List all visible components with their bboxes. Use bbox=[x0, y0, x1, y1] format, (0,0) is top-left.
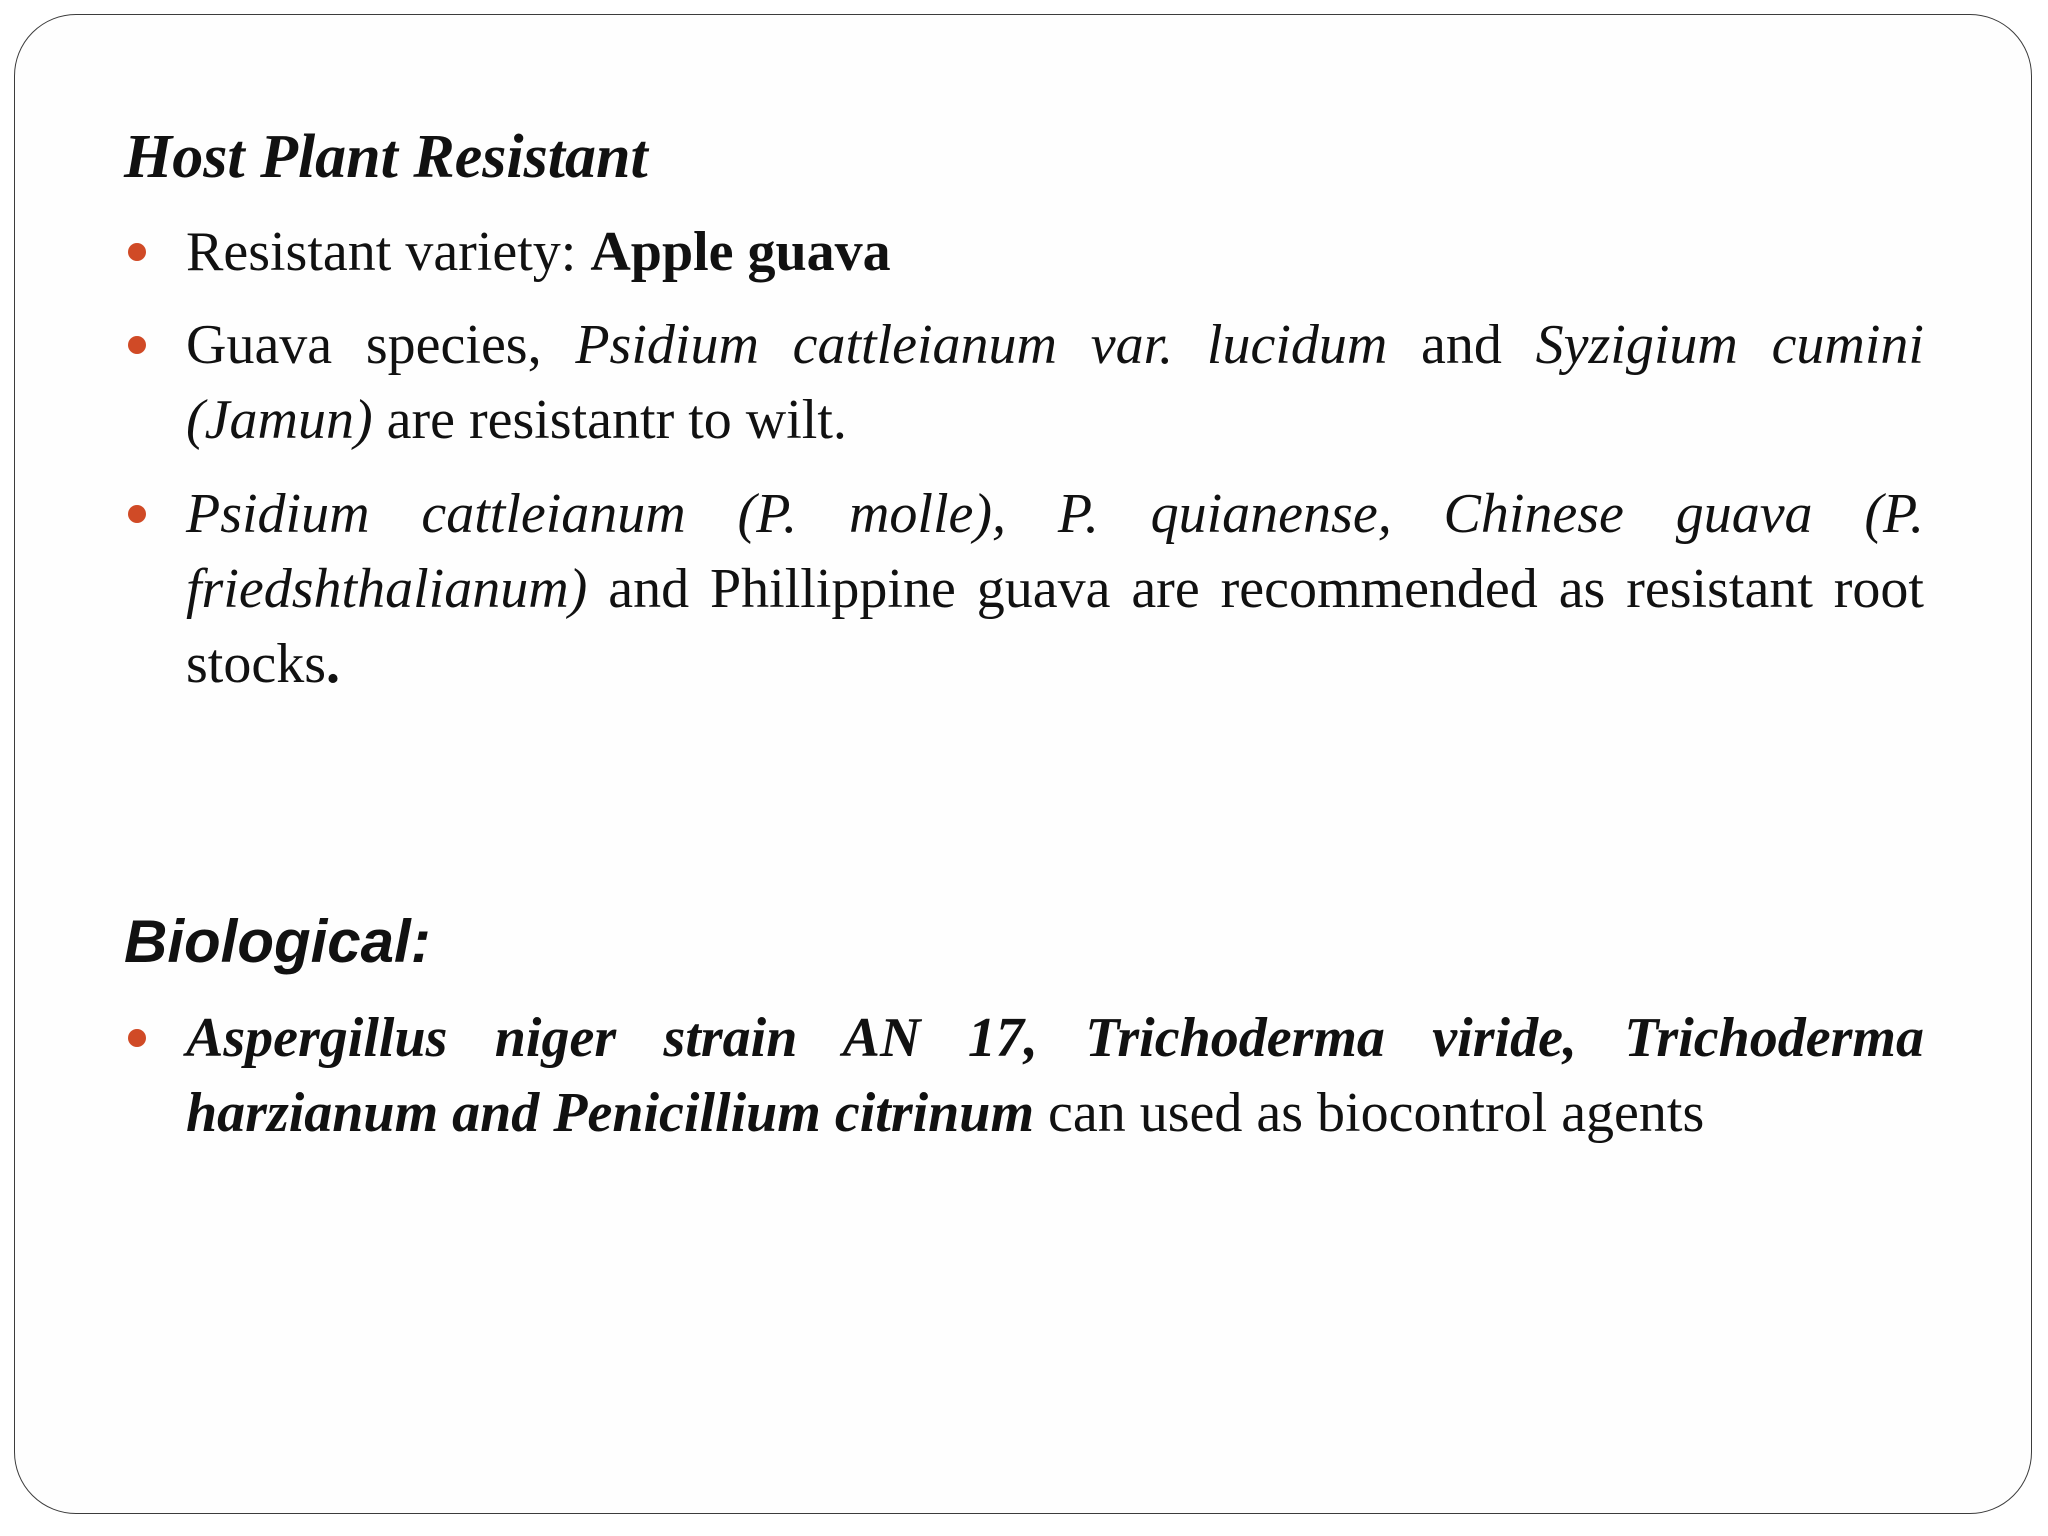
bullet-bold-text: Apple guava bbox=[590, 221, 891, 283]
bullet-text bbox=[186, 477, 1924, 702]
bullet-plain-text: can used as biocontrol agents bbox=[1034, 1082, 1705, 1144]
bullet-text bbox=[186, 1001, 1924, 1151]
bullet-plain-text: Guava species, bbox=[186, 314, 576, 376]
bullet-dot-icon bbox=[128, 243, 146, 261]
bullet-italic-text: Psidium cattleianum (P. molle), P. quianense, Chinese guava (P. friedshthalianum) bbox=[186, 483, 1924, 620]
bullet-dot-icon bbox=[128, 1029, 146, 1047]
bullet-dot-icon bbox=[128, 505, 146, 523]
bullet-bold-text: . bbox=[326, 633, 340, 695]
bullet-dot-icon bbox=[128, 336, 146, 354]
bullet-guava-species bbox=[124, 308, 1924, 458]
bullet-plain-text: are resistantr to wilt. bbox=[372, 389, 847, 451]
bullet-text bbox=[186, 215, 1924, 290]
biological-heading: Biological: bbox=[124, 908, 431, 975]
bullet-biocontrol-agents bbox=[124, 1001, 1924, 1151]
bullet-italic-text: Psidium cattleianum var. lucidum bbox=[575, 314, 1388, 376]
bullet-plain-text: and Phillippine guava are recommended as resistant root stocks bbox=[186, 558, 1924, 695]
bullet-italic-text: Syzigium cumini (Jamun) bbox=[186, 314, 1924, 451]
bullet-bold-italic-text: Aspergillus niger strain AN 17, Trichoderma viride, Trichoderma harzianum and Penicillium citrinum bbox=[186, 1007, 1924, 1144]
bullet-root-stocks bbox=[124, 477, 1924, 702]
bullet-resistant-variety bbox=[124, 215, 1924, 290]
host-plant-resistant-heading: Host Plant Resistant bbox=[124, 123, 648, 191]
bullet-text bbox=[186, 308, 1924, 458]
bullet-plain-text: and bbox=[1387, 314, 1536, 376]
bullet-plain-text: Resistant variety: bbox=[186, 221, 591, 283]
